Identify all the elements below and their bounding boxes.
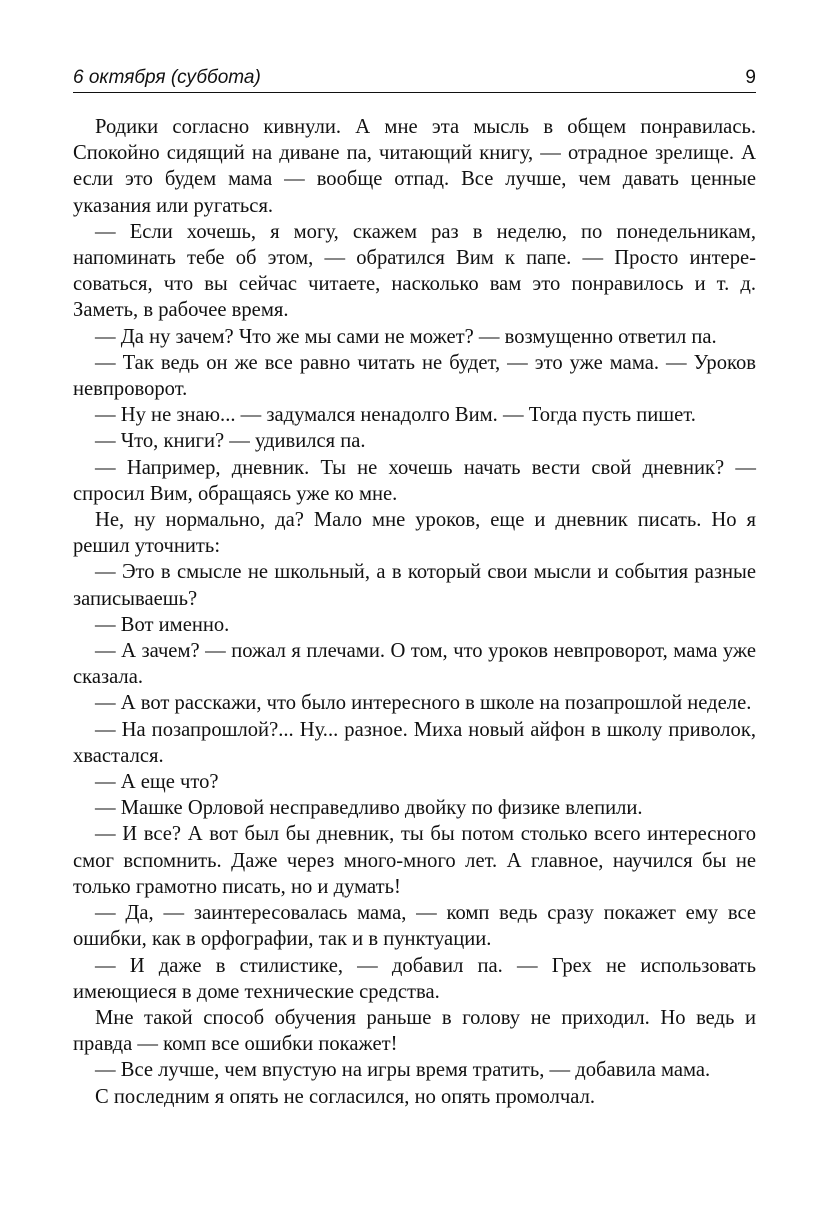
paragraph: — Ну не знаю... — задумался ненадолго Вим. — Тогда пусть пишет. — [95, 404, 696, 427]
paragraph: — Вот именно. — [95, 613, 230, 636]
paragraph: — Если хочешь, я могу, скажем раз в неделю, по понедельникам, напоминать тебе об этом, — обратился Вим к папе. — Просто интересоваться, что вы сейчас читаете, насколько вам это понравилось и т. д. Заметь, в рабочее время. — [73, 220, 756, 322]
paragraph: — Все лучше, чем впустую на игры время тратить, — добавила мама. — [95, 1059, 711, 1082]
paragraph: — Да, — заинтересовалась мама, — комп ведь сразу покажет ему все ошибки, как в орфографии, так и в пунктуации. — [73, 902, 756, 951]
paragraph: — На позапрошлой?... Ну... разное. Миха новый айфон в школу приволок, хвастался. — [73, 718, 756, 767]
paragraph: — И все? А вот был бы дневник, ты бы потом столько всего интересного смог вспомнить. Даже через много-много лет. А главное, научился бы не только грамотно писать, но и думать! — [73, 823, 756, 898]
paragraph: — Это в смысле не школьный, а в который свои мысли и события разные записываешь? — [73, 561, 756, 610]
paragraph: Не, ну нормально, да? Мало мне уроков, еще и дневник писать. Но я решил уточнить: — [73, 509, 756, 558]
paragraph: — Машке Орловой несправедливо двойку по физике влепили. — [95, 797, 643, 820]
paragraph: — И даже в стилистике, — добавил па. — Грех не использовать имеющиеся в доме технические средства. — [73, 954, 756, 1003]
paragraph: Родики согласно кивнули. А мне эта мысль в общем понравилась. Спокойно сидящий на диване па, читающий книгу, — отрадное зрелище. А если это будем мама — вообще отпад. Все лучше, чем давать ценные указания или ругаться. — [73, 116, 756, 217]
paragraph: — А еще что? — [95, 771, 219, 794]
running-header — [73, 66, 756, 93]
body-text — [73, 114, 756, 1110]
paragraph: — Например, дневник. Ты не хочешь начать вести свой дневник? — спросил Вим, обращаясь уже ко мне. — [73, 456, 756, 505]
paragraph: — А вот расскажи, что было интересного в школе на позапрошлой неделе. — [95, 692, 752, 715]
paragraph: — Так ведь он же все равно читать не будет, — это уже мама. — Уроков невпроворот. — [73, 351, 756, 401]
chapter-title: 6 октября (суббота) — [73, 67, 261, 88]
paragraph: — Что, книги? — удивился па. — [95, 430, 366, 453]
paragraph: Мне такой способ обучения раньше в голову не приходил. Но ведь и правда — комп все ошибки покажет! — [73, 1006, 756, 1056]
page-number: 9 — [745, 67, 756, 88]
paragraph: — А зачем? — пожал я плечами. О том, что уроков невпроворот, мама уже сказала. — [73, 640, 756, 689]
paragraph: — Да ну зачем? Что же мы сами не может? — возмущенно ответил па. — [95, 325, 717, 348]
paragraph: С последним я опять не согласился, но опять промолчал. — [95, 1085, 596, 1108]
